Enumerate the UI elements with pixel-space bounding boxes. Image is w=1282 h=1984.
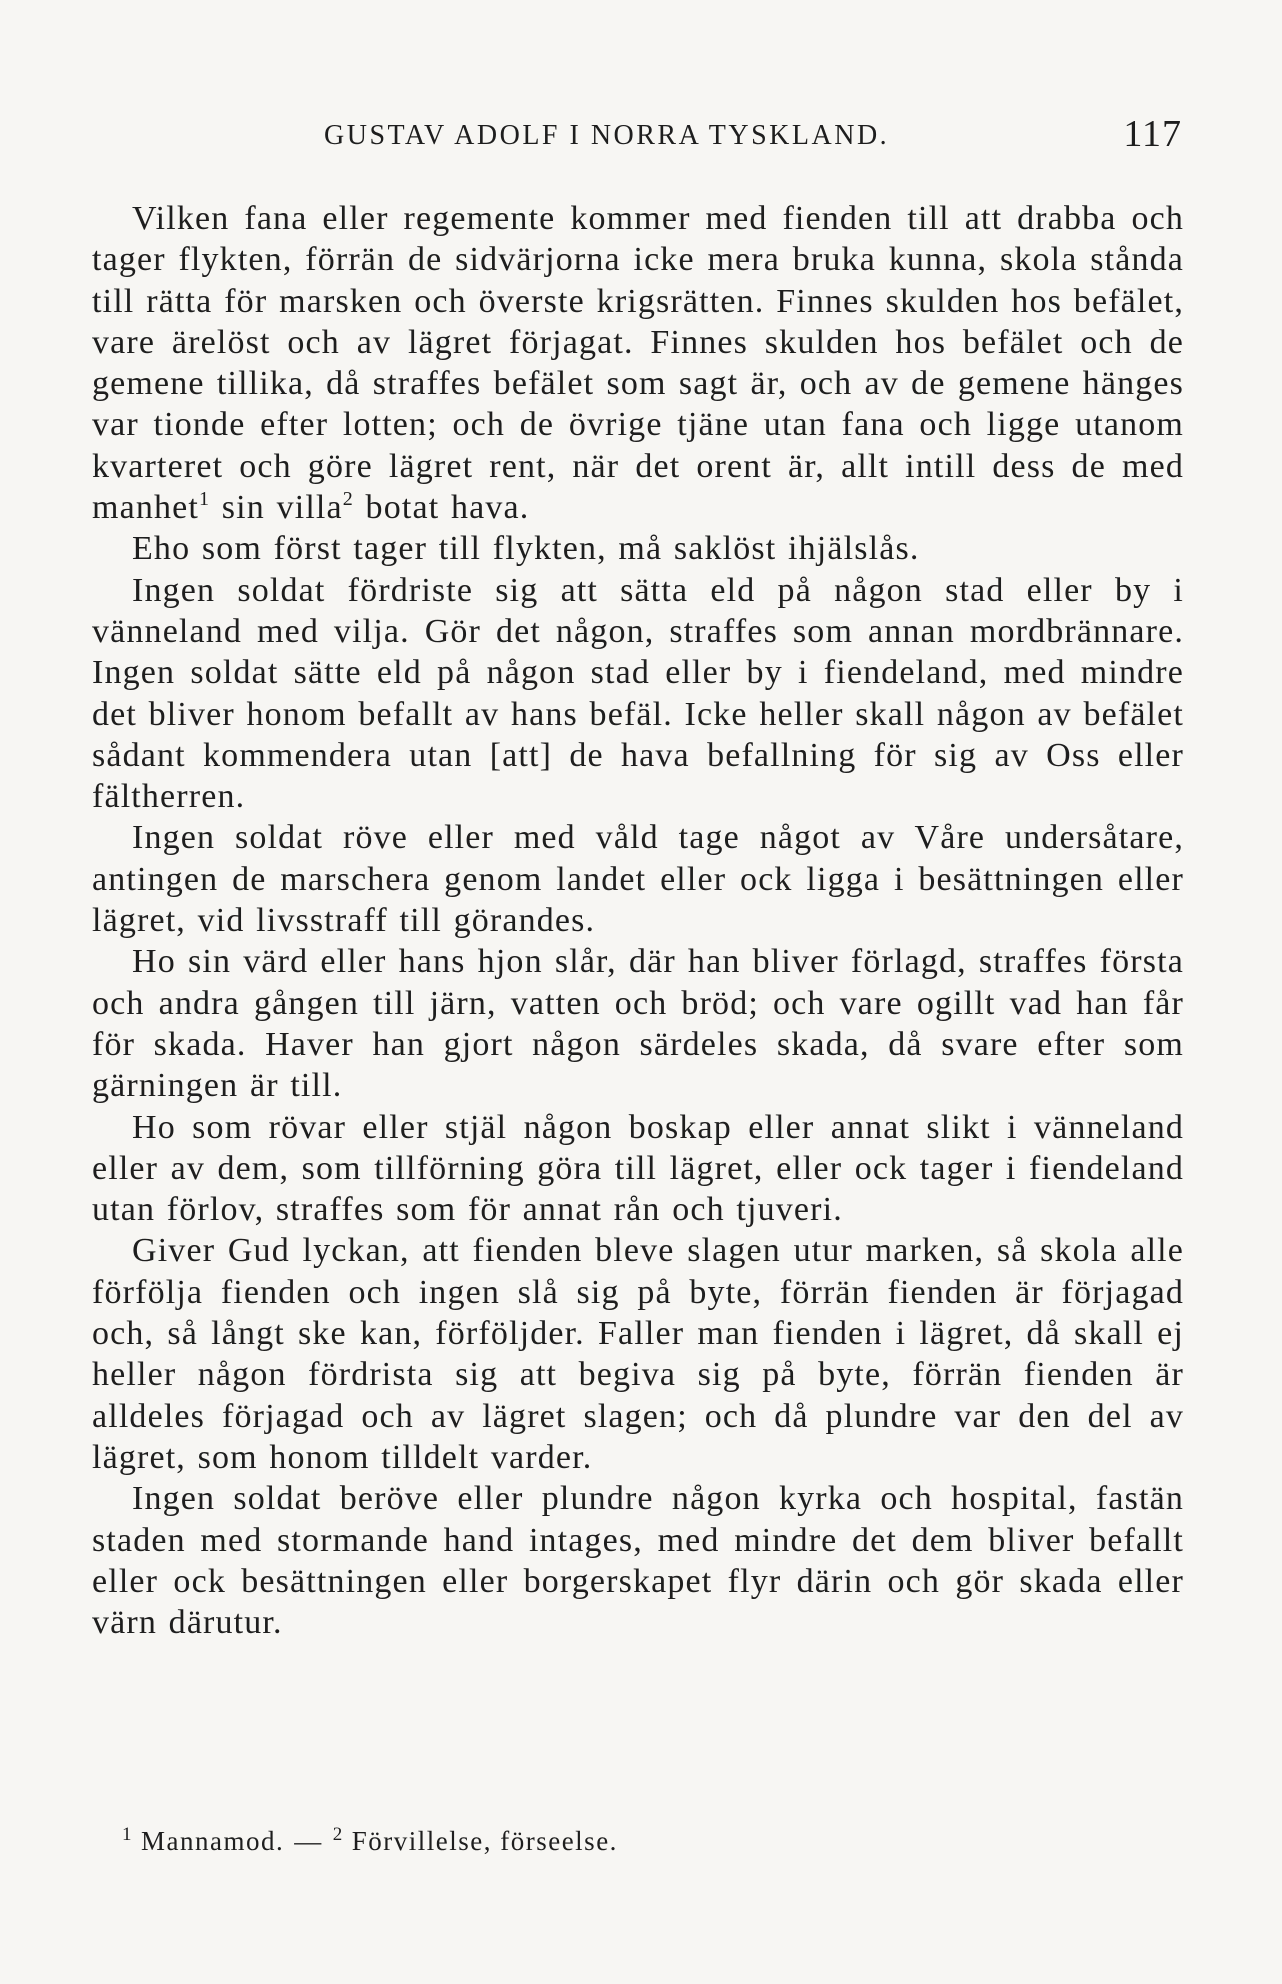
paragraph <box>92 198 1184 528</box>
paragraph: Ho som rövar eller stjäl någon boskap eller annat slikt i vänneland eller av dem, som tillförning göra till lägret, eller ock tager i fiendeland utan förlov, straffes som för annat rån och tjuveri. <box>92 1108 1184 1229</box>
paragraph: Ingen soldat röve eller med våld tage något av Våre undersåtare, antingen de marschera genom landet eller ock ligga i besättningen eller lägret, vid livsstraff till görandes. <box>92 819 1184 940</box>
paragraph-text: sin villa <box>210 489 343 527</box>
footnote-ref: 2 <box>342 488 354 511</box>
page-header <box>92 112 1182 168</box>
footnote-ref: 1 <box>198 488 211 511</box>
footnote-text: Förvillelse, förseelse. <box>351 1826 618 1856</box>
page-number: 117 <box>1123 113 1182 155</box>
paragraph: Ingen soldat fördriste sig att sätta eld på någon stad eller by i vänneland med vilja. Gör det någon, straffes som annan mordbrännare. Ingen soldat sätte eld på någon stad eller by i fiendeland, med mindre det bliver honom befallt av hans befäl. Icke heller skall någon av befälet sådant kommendera utan [att] de hava befallning för sig av Oss eller fältherren. <box>92 571 1184 816</box>
paragraph: Ho sin värd eller hans hjon slår, där han bliver förlagd, straffes första och andra gången till järn, vatten och bröd; och vare ogillt vad han får för skada. Haver han gjort någon särdeles skada, då svare efter som gärningen är till. <box>92 943 1184 1105</box>
paragraph: Ingen soldat beröve eller plundre någon kyrka och hospital, fastän staden med stormande hand intages, med mindre det dem bliver befallt eller ock besättningen eller borgerskapet flyr därin och gör skada eller värn därutur. <box>92 1480 1184 1642</box>
footnote-separator: — <box>294 1826 323 1856</box>
footnote-number: 1 <box>122 1824 133 1845</box>
paragraph-text: botat hava. <box>353 489 530 527</box>
paragraph: Eho som först tager till flykten, må saklöst ihjälslås. <box>132 530 920 568</box>
footnote-number: 2 <box>332 1824 344 1845</box>
footnotes <box>122 1826 618 1857</box>
paragraph: Giver Gud lyckan, att fienden bleve slagen utur marken, så skola alle förfölja fienden och ingen slå sig på byte, förrän fienden är förjagad och, så långt ske kan, förföljder. Faller man fienden i lägret, då skall ej heller någon fördrista sig att begiva sig på byte, förrän fienden är alldeles förjagad och av lägret slagen; och då plundre var den del av lägret, som honom tilldelt varder. <box>92 1232 1184 1476</box>
paragraph-text: Vilken fana eller regemente kommer med fienden till att drabba och tager flykten, förrän de sidvärjorna icke mera bruka kunna, skola stånda till rätta för marsken och överste krigsrätten. Finnes skulden hos befälet, vare ärelöst och av lägret förjagat. Finnes skulden hos befälet och de gemene tillika, då straffes befälet som sagt är, och av de gemene hänges var tionde efter lotten; och de övrige tjäne utan fana och ligge utanom kvarteret och göre lägret rent, när det orent är, allt intill dess de med manhet <box>92 200 1184 527</box>
body-text <box>92 198 1184 1643</box>
running-title: GUSTAV ADOLF I NORRA TYSKLAND. <box>324 120 890 151</box>
footnote-text: Mannamod. <box>141 1826 285 1856</box>
